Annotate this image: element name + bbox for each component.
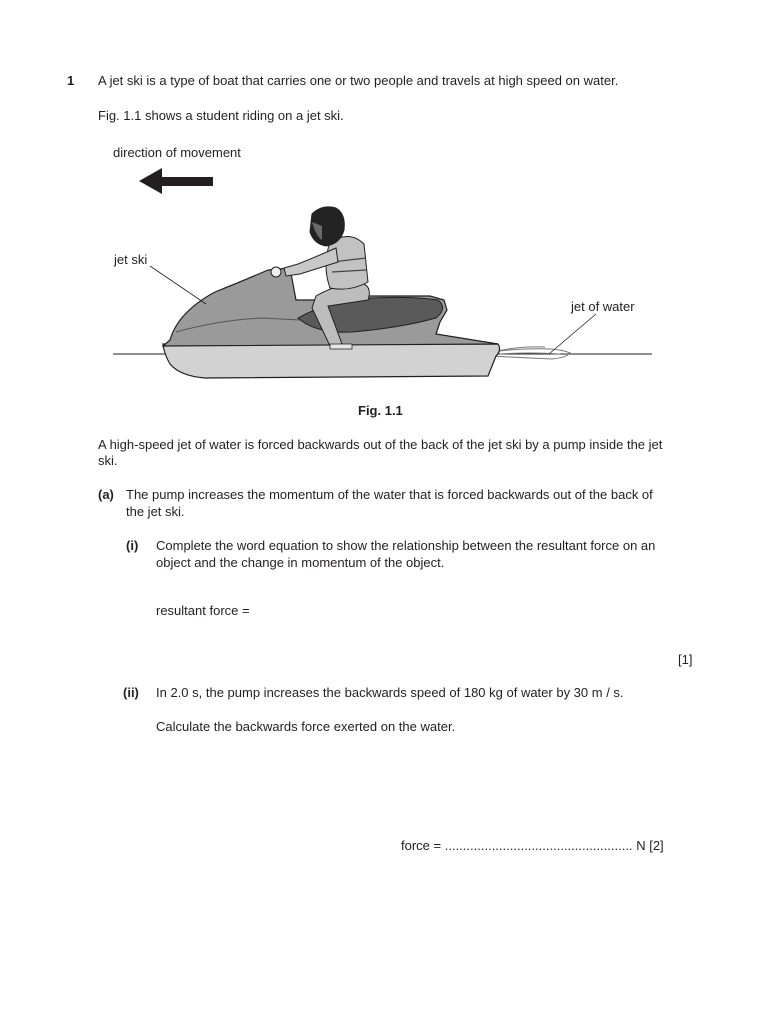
answer-line (401, 837, 664, 854)
direction-arrow-icon (139, 168, 213, 194)
figure-intro: Fig. 1.1 shows a student riding on a jet ski. (98, 108, 344, 123)
jet-ski-figure (0, 0, 768, 420)
context-line-2: ski. (98, 453, 118, 468)
jet-ski-label: jet ski (114, 252, 148, 267)
part-i-label: (i) (126, 538, 139, 553)
figure-caption: Fig. 1.1 (358, 403, 403, 418)
part-ii-label: (ii) (123, 685, 139, 700)
answer-label: force = (401, 838, 442, 853)
part-i-line-1: Complete the word equation to show the relationship between the resultant force on an (156, 538, 656, 553)
part-ii-line-2: Calculate the backwards force exerted on the water. (156, 719, 456, 734)
part-a-line-1: The pump increases the momentum of the water that is forced backwards out of the back of (126, 487, 653, 502)
direction-of-movement-label: direction of movement (113, 145, 241, 160)
question-number: 1 (67, 73, 75, 88)
part-ii-marks: [2] (649, 838, 664, 853)
equation-lhs: resultant force = (156, 603, 250, 618)
water-jet (492, 347, 572, 359)
context-line-1: A high-speed jet of water is forced backwards out of the back of the jet ski by a pump inside the jet (98, 437, 663, 452)
part-a-line-2: the jet ski. (126, 504, 185, 519)
question-intro: A jet ski is a type of boat that carries one or two people and travels at high speed on water. (98, 73, 619, 88)
answer-unit: N (636, 838, 646, 853)
answer-dots[interactable]: .................................................... (444, 838, 633, 853)
part-i-line-2: object and the change in momentum of the object. (156, 555, 445, 570)
part-a-label: (a) (98, 487, 114, 502)
part-ii-line-1: In 2.0 s, the pump increases the backwards speed of 180 kg of water by 30 m / s. (156, 685, 624, 700)
jet-of-water-label: jet of water (571, 299, 635, 314)
part-i-marks: [1] (678, 652, 693, 667)
